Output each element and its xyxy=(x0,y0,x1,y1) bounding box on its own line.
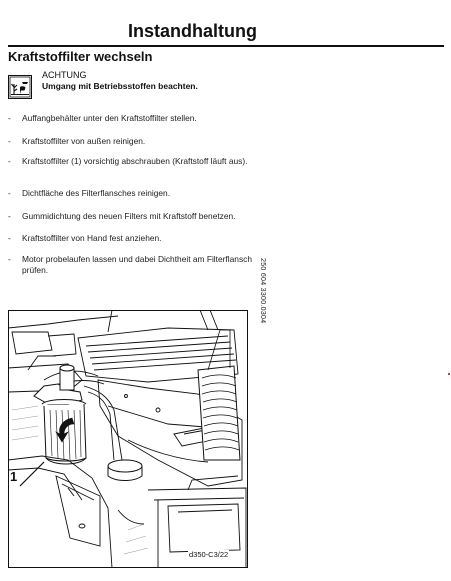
step-text: Gummidichtung des neuen Filters mit Kraftstoff benetzen. xyxy=(22,211,236,221)
page-title: Instandhaltung xyxy=(128,21,257,41)
instruction-step xyxy=(8,136,145,147)
fuel-filter-illustration xyxy=(8,310,248,568)
step-text: Kraftstoffilter von Hand fest anziehen. xyxy=(22,233,162,243)
step-text: Kraftstoffilter (1) vorsichtig abschrauben (Kraftstoff läuft aus). xyxy=(22,156,248,166)
warning-label: ACHTUNG xyxy=(42,70,87,80)
instruction-step xyxy=(8,233,162,244)
title-rule xyxy=(8,45,444,47)
figure-reference: d350-C3/22 xyxy=(189,550,229,559)
instruction-step xyxy=(8,156,258,167)
instruction-step xyxy=(8,211,236,222)
step-bullet: - xyxy=(8,211,11,221)
instruction-step xyxy=(8,188,170,199)
step-bullet: - xyxy=(8,136,11,146)
step-bullet: - xyxy=(8,188,11,198)
instruction-step xyxy=(8,113,197,124)
step-text: Auffangbehälter unter den Kraftstoffilter stellen. xyxy=(22,113,197,123)
margin-mark xyxy=(448,373,450,375)
section-heading: Kraftstoffilter wechseln xyxy=(8,49,153,64)
step-bullet: - xyxy=(8,233,11,243)
step-text: Motor probelaufen lassen und dabei Dichtheit am Filterflansch prüfen. xyxy=(22,254,252,275)
step-bullet: - xyxy=(8,113,11,123)
step-text: Kraftstoffilter von außen reinigen. xyxy=(22,136,146,146)
step-bullet: - xyxy=(8,254,11,264)
document-code: 250 604 3300.0304 xyxy=(259,258,266,324)
hazard-environment-icon xyxy=(8,75,32,99)
step-text: Dichtfläche des Filterflansches reinigen. xyxy=(22,188,171,198)
warning-text: Umgang mit Betriebsstoffen beachten. xyxy=(42,81,198,91)
instruction-step xyxy=(8,254,258,276)
callout-label: 1 xyxy=(10,469,18,484)
step-bullet: - xyxy=(8,156,11,166)
